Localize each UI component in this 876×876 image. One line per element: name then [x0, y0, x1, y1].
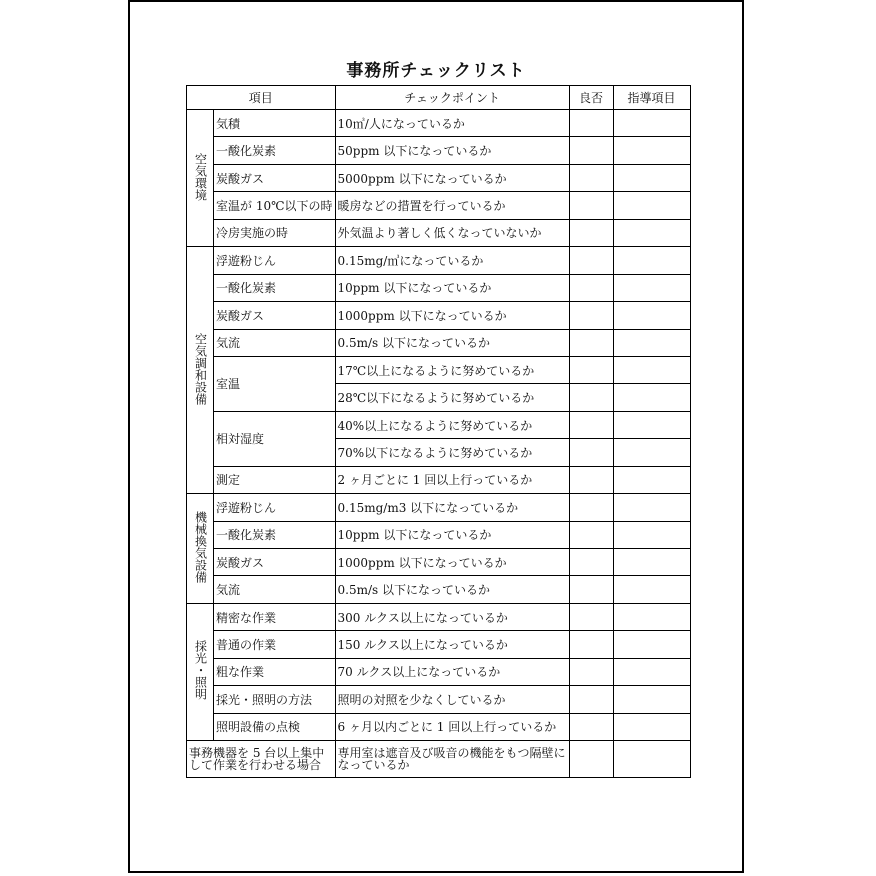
- result-cell[interactable]: [569, 494, 613, 521]
- result-cell[interactable]: [569, 439, 613, 466]
- table-row: [187, 603, 691, 630]
- header-checkpoint: チェックポイント: [335, 86, 569, 110]
- checkpoint-cell: 10ppm 以下になっているか: [335, 274, 569, 301]
- result-cell[interactable]: [569, 329, 613, 356]
- result-cell[interactable]: [569, 686, 613, 713]
- item-cell: 気流: [214, 576, 336, 603]
- header-guidance: 指導項目: [613, 86, 690, 110]
- guidance-cell[interactable]: [613, 110, 690, 137]
- checkpoint-cell: 5000ppm 以下になっているか: [335, 164, 569, 191]
- guidance-cell[interactable]: [613, 549, 690, 576]
- guidance-cell[interactable]: [613, 302, 690, 329]
- result-cell[interactable]: [569, 466, 613, 493]
- guidance-cell[interactable]: [613, 247, 690, 274]
- guidance-cell[interactable]: [613, 356, 690, 383]
- checkpoint-cell: 6 ヶ月以内ごとに 1 回以上行っているか: [335, 713, 569, 740]
- table-row: [187, 549, 691, 576]
- result-cell[interactable]: [569, 411, 613, 438]
- item-cell: 炭酸ガス: [214, 302, 336, 329]
- item-cell: 浮遊粉じん: [214, 247, 336, 274]
- table-row: [187, 713, 691, 740]
- result-cell[interactable]: [569, 603, 613, 630]
- guidance-cell[interactable]: [613, 137, 690, 164]
- guidance-cell[interactable]: [613, 192, 690, 219]
- checkpoint-cell: 1000ppm 以下になっているか: [335, 302, 569, 329]
- guidance-cell[interactable]: [613, 741, 690, 778]
- checkpoint-cell: 0.15mg/m3 以下になっているか: [335, 494, 569, 521]
- result-cell[interactable]: [569, 164, 613, 191]
- item-cell: 精密な作業: [214, 603, 336, 630]
- guidance-cell[interactable]: [613, 686, 690, 713]
- checkpoint-cell: 70%以下になるように努めているか: [335, 439, 569, 466]
- item-cell: 相対湿度: [214, 411, 336, 466]
- checkpoint-cell: 0.15mg/㎥になっているか: [335, 247, 569, 274]
- guidance-cell[interactable]: [613, 576, 690, 603]
- result-cell[interactable]: [569, 658, 613, 685]
- checkpoint-cell: 2 ヶ月ごとに 1 回以上行っているか: [335, 466, 569, 493]
- result-cell[interactable]: [569, 631, 613, 658]
- page-title: 事務所チェックリスト: [346, 61, 526, 81]
- guidance-cell[interactable]: [613, 439, 690, 466]
- table-row: [187, 686, 691, 713]
- guidance-cell[interactable]: [613, 466, 690, 493]
- item-cell: 測定: [214, 466, 336, 493]
- guidance-cell[interactable]: [613, 658, 690, 685]
- table-row: [187, 302, 691, 329]
- checkpoint-cell: 40%以上になるように努めているか: [335, 411, 569, 438]
- checkpoint-cell: 10ppm 以下になっているか: [335, 521, 569, 548]
- result-cell[interactable]: [569, 137, 613, 164]
- checkpoint-cell: 外気温より著しく低くなっていないか: [335, 219, 569, 246]
- item-cell: 粗な作業: [214, 658, 336, 685]
- result-cell[interactable]: [569, 192, 613, 219]
- table-row: [187, 576, 691, 603]
- table-row: [187, 329, 691, 356]
- result-cell[interactable]: [569, 549, 613, 576]
- result-cell[interactable]: [569, 219, 613, 246]
- table-row: [187, 110, 691, 137]
- result-cell[interactable]: [569, 247, 613, 274]
- item-cell: 浮遊粉じん: [214, 494, 336, 521]
- guidance-cell[interactable]: [613, 631, 690, 658]
- guidance-cell[interactable]: [613, 384, 690, 411]
- table-row: [187, 741, 691, 778]
- checkpoint-cell: 1000ppm 以下になっているか: [335, 549, 569, 576]
- item-cell: 気積: [214, 110, 336, 137]
- checkpoint-cell: 0.5m/s 以下になっているか: [335, 576, 569, 603]
- checkpoint-cell: 28℃以下になるように努めているか: [335, 384, 569, 411]
- item-cell: 炭酸ガス: [214, 164, 336, 191]
- checkpoint-cell: 17℃以上になるように努めているか: [335, 356, 569, 383]
- checkpoint-cell: 70 ルクス以上になっているか: [335, 658, 569, 685]
- item-cell-office-equipment: 事務機器を 5 台以上集中して作業を行わせる場合: [187, 741, 336, 778]
- table-row: [187, 219, 691, 246]
- table-row: [187, 247, 691, 274]
- item-cell: 一酸化炭素: [214, 521, 336, 548]
- table-row: [187, 631, 691, 658]
- item-cell: 炭酸ガス: [214, 549, 336, 576]
- table-row: [187, 356, 691, 383]
- item-cell: 一酸化炭素: [214, 137, 336, 164]
- guidance-cell[interactable]: [613, 713, 690, 740]
- guidance-cell[interactable]: [613, 274, 690, 301]
- guidance-cell[interactable]: [613, 329, 690, 356]
- checkpoint-cell: 専用室は遮音及び吸音の機能をもつ隔壁になっているか: [335, 741, 569, 778]
- header-result: 良否: [569, 86, 613, 110]
- item-cell: 室温: [214, 356, 336, 411]
- checkpoint-cell: 0.5m/s 以下になっているか: [335, 329, 569, 356]
- checkpoint-cell: 300 ルクス以上になっているか: [335, 603, 569, 630]
- result-cell[interactable]: [569, 741, 613, 778]
- category-air-conditioning: 空気調和設備: [187, 247, 214, 494]
- table-row: [187, 658, 691, 685]
- result-cell[interactable]: [569, 384, 613, 411]
- guidance-cell[interactable]: [613, 411, 690, 438]
- checkpoint-cell: 照明の対照を少なくしているか: [335, 686, 569, 713]
- table-row: [187, 192, 691, 219]
- guidance-cell[interactable]: [613, 219, 690, 246]
- table-row: [187, 137, 691, 164]
- guidance-cell[interactable]: [613, 164, 690, 191]
- category-lighting: 採光・照明: [187, 603, 214, 740]
- checkpoint-cell: 暖房などの措置を行っているか: [335, 192, 569, 219]
- checkpoint-cell: 50ppm 以下になっているか: [335, 137, 569, 164]
- category-air-environment: 空気環境: [187, 110, 214, 247]
- result-cell[interactable]: [569, 713, 613, 740]
- item-cell: 気流: [214, 329, 336, 356]
- result-cell[interactable]: [569, 274, 613, 301]
- checklist-table: [186, 85, 691, 778]
- checkpoint-cell: 10㎥/人になっているか: [335, 110, 569, 137]
- table-row: [187, 521, 691, 548]
- guidance-cell[interactable]: [613, 603, 690, 630]
- table-row: [187, 466, 691, 493]
- item-cell: 普通の作業: [214, 631, 336, 658]
- item-cell: 冷房実施の時: [214, 219, 336, 246]
- item-cell: 一酸化炭素: [214, 274, 336, 301]
- item-cell: 採光・照明の方法: [214, 686, 336, 713]
- guidance-cell[interactable]: [613, 494, 690, 521]
- guidance-cell[interactable]: [613, 521, 690, 548]
- category-mechanical-ventilation: 機械換気設備: [187, 494, 214, 604]
- result-cell[interactable]: [569, 521, 613, 548]
- result-cell[interactable]: [569, 356, 613, 383]
- table-row: [187, 164, 691, 191]
- result-cell[interactable]: [569, 302, 613, 329]
- table-row: [187, 494, 691, 521]
- header-row: [187, 86, 691, 110]
- header-item: 項目: [187, 86, 336, 110]
- table-row: [187, 411, 691, 438]
- item-cell: 室温が 10℃以下の時: [214, 192, 336, 219]
- table-row: [187, 274, 691, 301]
- checkpoint-cell: 150 ルクス以上になっているか: [335, 631, 569, 658]
- result-cell[interactable]: [569, 110, 613, 137]
- result-cell[interactable]: [569, 576, 613, 603]
- item-cell: 照明設備の点検: [214, 713, 336, 740]
